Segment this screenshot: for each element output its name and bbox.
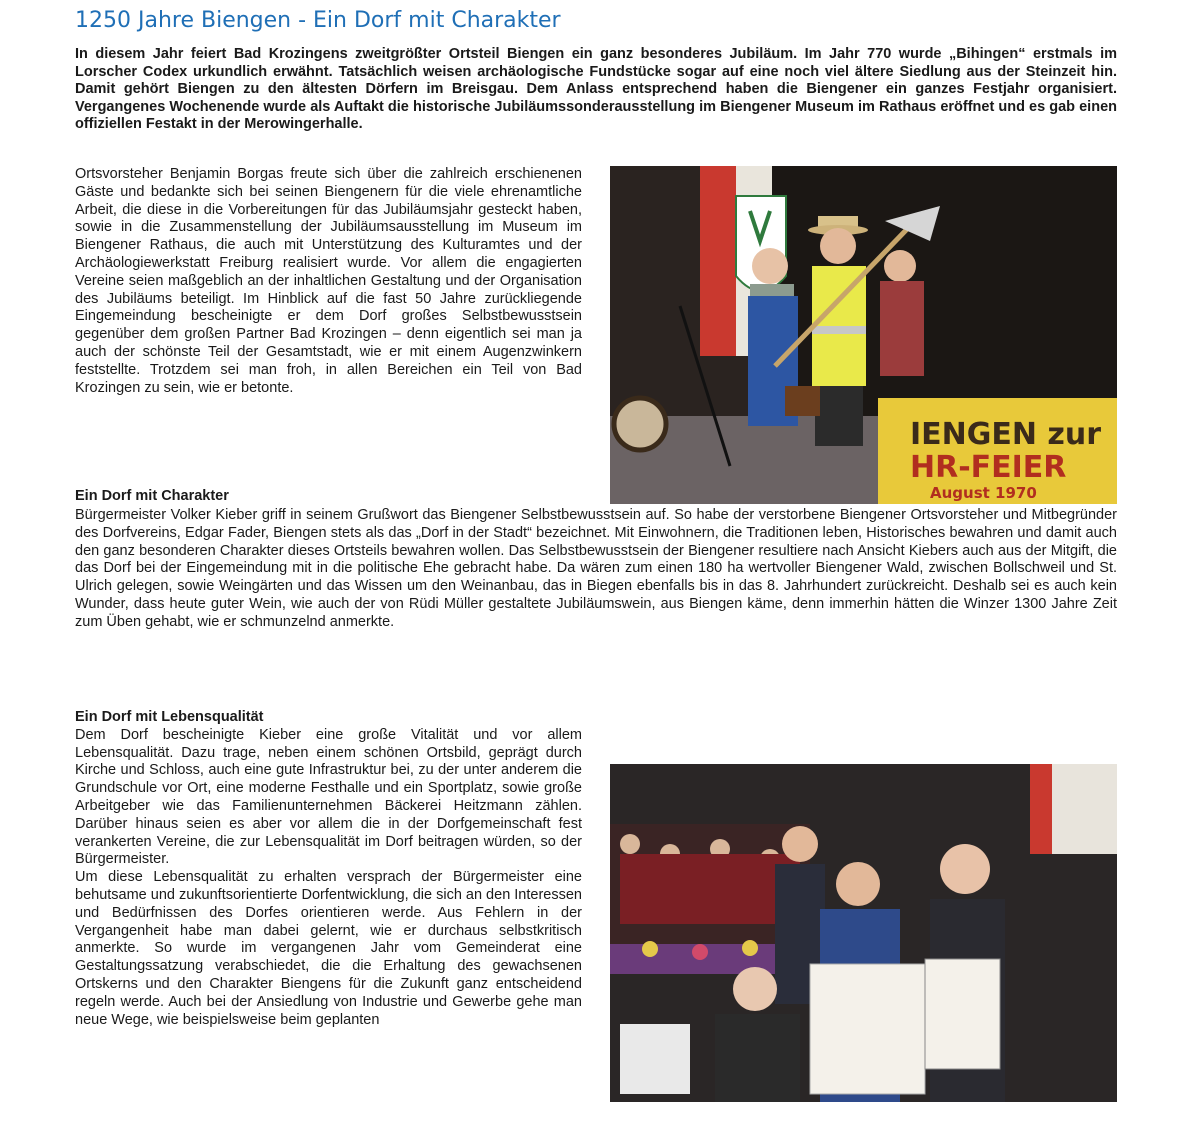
sign-text-1: IENGEN zur — [910, 417, 1102, 452]
section-lebensqualitaet — [75, 709, 582, 1029]
section-charakter-text — [75, 507, 1117, 632]
sign-text-3: August 1970 — [930, 484, 1037, 502]
paragraph-text: Um diese Lebensqualität zu erhalten versprach der Bürgermeister eine behutsame und zukunftsorientierte Dorfentwicklung, die sich an den Interessen und Bedürfnissen des Dorfes orientieren werde. Aus Fehlern in der Vergangenheit habe man dabei gelernt, wie er durchaus selbstkritisch anmerkte. So wurde im vergangenen Jahr vom Gemeinderat eine Gestaltungssatzung verabschiedet, die die Erhaltung des gewachsenen Ortskerns und den Charakter Biengens für die Zukunft ganz entscheidend regeln werde. Auch bei der Ansiedlung von Industrie und Gewerbe gehe man neue Wege, wie beispielsweise beim geplanten — [75, 869, 582, 1028]
ceremony-photo — [610, 764, 1117, 1102]
paragraph-text: Bürgermeister Volker Kieber griff in seinem Grußwort das Biengener Selbstbewusstsein auf. So habe der verstorbene Biengener Ortsvorsteher und Mitbegründer des Dorfvereins, Edgar Fader, Biengen stets als das „Dorf in der Stadt“ bezeichnet. Mit Einwohnern, die Traditionen leben, Historisches bewahren und damit auch den ganz besonderen Charakter dieses Ortsteils bewahren wollen. Das Selbstbewusstsein der Biengener resultiere nach Ansicht Kiebers auch aus der Mitgift, die das Dorf bei der Eingemeindung mit in die politische Ehe gebracht habe. Da wären zum einen 180 ha wertvoller Biengener Wald, zwischen Bollschweil und St. Ulrich gelegen, sowie Weingärten und das Wissen um den Weinanbau, das in Biegen ebenfalls bis in das 8. Jahrhundert zurückreicht. Deshalb sei es auch kein Wunder, dass heute guter Wein, wie auch der von Rüdi Müller gestaltete Jubiläumswein, aus Biengen käme, denn immerhin hätten die Winzer 1300 Jahre Zeit zum Üben gehabt, wie er schmunzelnd anmerkte. — [75, 507, 1117, 630]
sign-text-2: HR-FEIER — [910, 450, 1067, 485]
section-heading-charakter — [75, 488, 582, 506]
article-title: 1250 Jahre Biengen - Ein Dorf mit Charakter — [75, 8, 561, 33]
section-heading: Ein Dorf mit Lebensqualität — [75, 709, 264, 725]
paragraph-ortsvorsteher — [75, 166, 582, 397]
article-lead: In diesem Jahr feiert Bad Krozingens zweitgrößter Ortsteil Biengen ein ganz besonderes Jubiläum. Im Jahr 770 wurde „Bihingen“ erstmals im Lorscher Codex urkundlich erwähnt. Tatsächlich weisen archäologische Fundstücke sogar auf eine noch viel ältere Siedlung aus der Steinzeit hin. Damit gehört Biengen zu den ältesten Dörfern im Breisgau. Dem Anlass entsprechend haben die Biengener ein ganzes Festjahr organisiert. Vergangenes Wochenende wurde als Auftakt die historische Jubiläumssonderausstellung im Biengener Museum im Rathaus eröffnet und es gab einen offiziellen Festakt in der Merowingerhalle. — [75, 46, 1117, 132]
paragraph-text: Dem Dorf bescheinigte Kieber eine große Vitalität und vor allem Lebensqualität. Dazu trage, neben einem schönen Ortsbild, geprägt durch Kirche und Schloss, auch eine gute Infrastruktur bei, zu der unter anderem die Grundschule vor Ort, eine moderne Festhalle und ein Sportplatz, sowie große Arbeitgeber wie das Familienunternehmen Bäckerei Heitzmann zählen. Darüber hinaus seien es aber vor allem die in der Dorfgemeinschaft fest verankerten Vereine, die zur Lebensqualität im Dorf beitragen würden, so der Bürgermeister. — [75, 726, 582, 868]
stage-photo — [610, 166, 1117, 504]
paragraph-text: Ortsvorsteher Benjamin Borgas freute sich über die zahlreich erschienenen Gäste und bedankte sich bei seinen Biengenern für die viele ehrenamtliche Arbeit, die diese in die Vorbereitungen für das Jubiläumsjahr gesteckt haben, sowie in die Zusammenstellung der Jubiläumsausstellung im Museum im Biengener Rathaus, die auch mit Unterstützung des Kulturamtes und der Archäologiewerkstatt Freiburg realisiert wurde. Vor allem die engagierten Vereine seien maßgeblich an der inhaltlichen Gestaltung und der Organisation des Jubiläums beteiligt. Im Hinblick auf die fast 50 Jahre zurückliegende Eingemeindung bescheinigte er dem Dorf großes Selbstbewusstsein gegenüber dem großen Partner Bad Krozingen – denn eigentlich sei man ja auch der schönste Teil der Gesamtstadt, wie er mit einem Augenzwinkern feststellte. Trotzdem sei man froh, in allen Bereichen ein Teil von Bad Krozingen zu sein, wie er betonte. — [75, 166, 582, 396]
section-heading: Ein Dorf mit Charakter — [75, 488, 229, 504]
